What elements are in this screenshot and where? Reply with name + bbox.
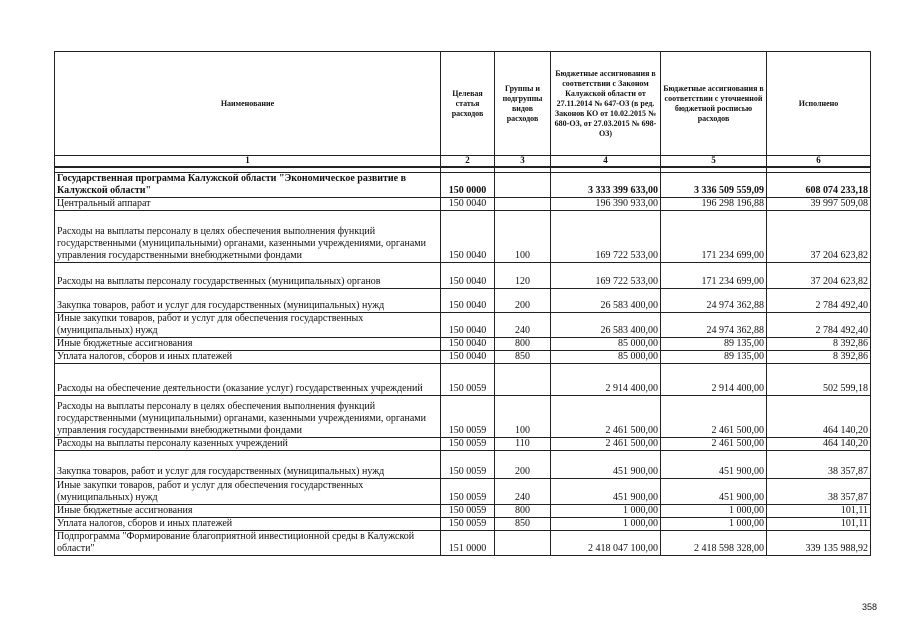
header-allocations-law: Бюджетные ассигнования в соответствии с Законом Калужской области от 27.11.2014 № 647-ОЗ (в ред. Законов КО от 10.02.2015 № 680-ОЗ, от 27.03.2015 № 698-ОЗ) [551,52,661,156]
row-allocation-revised-cell: 3 336 509 559,09 [661,172,767,197]
row-allocation-revised-cell: 451 900,00 [661,478,767,504]
row-allocation-revised-cell: 196 298 196,88 [661,197,767,210]
row-group-code-cell: 800 [495,337,551,350]
row-executed-cell: 8 392,86 [767,350,871,363]
row-allocation-revised-cell: 1 000,00 [661,504,767,517]
row-executed-cell: 464 140,20 [767,395,871,437]
row-allocation-law-cell: 169 722 533,00 [551,262,661,288]
header-expense-group: Группы и подгруппы видов расходов [495,52,551,156]
row-target-code-cell: 150 0040 [441,312,495,337]
row-allocation-revised-cell: 24 974 362,88 [661,312,767,337]
row-allocation-revised-cell: 2 914 400,00 [661,363,767,395]
row-name-cell: Подпрограмма "Формирование благоприятной инвестиционной среды в Калужской области" [55,530,441,555]
header-name: Наименование [55,52,441,156]
row-target-code-cell: 150 0059 [441,504,495,517]
row-allocation-law-cell: 2 461 500,00 [551,395,661,437]
row-group-code-cell [495,363,551,395]
row-executed-cell: 37 204 623,82 [767,210,871,262]
table-row [55,395,871,437]
row-group-code-cell [495,197,551,210]
row-group-code-cell: 200 [495,450,551,478]
table-body [55,167,871,556]
row-target-code-cell: 150 0000 [441,172,495,197]
table-row [55,517,871,530]
row-group-code-cell: 240 [495,478,551,504]
row-allocation-law-cell: 451 900,00 [551,478,661,504]
row-allocation-law-cell: 1 000,00 [551,504,661,517]
page-number: 358 [861,602,877,612]
row-executed-cell: 39 997 509,08 [767,197,871,210]
row-allocation-law-cell: 85 000,00 [551,350,661,363]
row-target-code-cell: 150 0040 [441,350,495,363]
column-number-row [55,156,871,167]
row-allocation-law-cell: 169 722 533,00 [551,210,661,262]
row-name-cell: Иные закупки товаров, работ и услуг для обеспечения государственных (муниципальных) нужд [55,312,441,337]
row-group-code-cell: 110 [495,437,551,450]
row-target-code-cell: 150 0059 [441,517,495,530]
table-row [55,210,871,262]
row-name-cell: Закупка товаров, работ и услуг для государственных (муниципальных) нужд [55,450,441,478]
row-name-cell: Уплата налогов, сборов и иных платежей [55,517,441,530]
row-name-cell: Уплата налогов, сборов и иных платежей [55,350,441,363]
table-row [55,172,871,197]
row-name-cell: Расходы на выплаты персоналу государственных (муниципальных) органов [55,262,441,288]
row-executed-cell: 38 357,87 [767,450,871,478]
row-group-code-cell: 200 [495,288,551,312]
row-group-code-cell: 800 [495,504,551,517]
row-target-code-cell: 150 0040 [441,210,495,262]
column-number: 6 [767,156,871,167]
header-target-article: Целевая статья расходов [441,52,495,156]
table-row [55,450,871,478]
row-executed-cell: 101,11 [767,504,871,517]
row-executed-cell: 502 599,18 [767,363,871,395]
budget-table [54,51,871,556]
row-allocation-law-cell: 26 583 400,00 [551,312,661,337]
row-allocation-law-cell: 2 461 500,00 [551,437,661,450]
column-number: 2 [441,156,495,167]
row-name-cell: Закупка товаров, работ и услуг для государственных (муниципальных) нужд [55,288,441,312]
row-name-cell: Расходы на выплаты персоналу казенных учреждений [55,437,441,450]
row-executed-cell: 2 784 492,40 [767,288,871,312]
row-allocation-revised-cell: 2 418 598 328,00 [661,530,767,555]
row-allocation-law-cell: 451 900,00 [551,450,661,478]
row-allocation-law-cell: 26 583 400,00 [551,288,661,312]
row-target-code-cell: 150 0040 [441,337,495,350]
column-number: 1 [55,156,441,167]
table-row [55,437,871,450]
table-row [55,478,871,504]
row-target-code-cell: 150 0059 [441,450,495,478]
table-row [55,312,871,337]
row-group-code-cell: 240 [495,312,551,337]
row-allocation-revised-cell: 89 135,00 [661,337,767,350]
row-target-code-cell: 150 0059 [441,437,495,450]
row-target-code-cell: 150 0040 [441,262,495,288]
row-target-code-cell: 150 0059 [441,363,495,395]
row-allocation-revised-cell: 2 461 500,00 [661,395,767,437]
row-target-code-cell: 150 0040 [441,288,495,312]
row-allocation-revised-cell: 24 974 362,88 [661,288,767,312]
row-allocation-revised-cell: 171 234 699,00 [661,210,767,262]
row-executed-cell: 339 135 988,92 [767,530,871,555]
row-group-code-cell [495,530,551,555]
row-allocation-revised-cell: 171 234 699,00 [661,262,767,288]
row-executed-cell: 2 784 492,40 [767,312,871,337]
row-allocation-law-cell: 3 333 399 633,00 [551,172,661,197]
row-target-code-cell: 150 0040 [441,197,495,210]
row-name-cell: Государственная программа Калужской области "Экономическое развитие в Калужской области" [55,172,441,197]
row-group-code-cell: 120 [495,262,551,288]
row-target-code-cell: 150 0059 [441,395,495,437]
row-allocation-revised-cell: 2 461 500,00 [661,437,767,450]
row-name-cell: Иные закупки товаров, работ и услуг для обеспечения государственных (муниципальных) нужд [55,478,441,504]
table-row [55,363,871,395]
row-group-code-cell: 100 [495,210,551,262]
row-allocation-revised-cell: 1 000,00 [661,517,767,530]
row-name-cell: Иные бюджетные ассигнования [55,337,441,350]
row-name-cell: Расходы на обеспечение деятельности (оказание услуг) государственных учреждений [55,363,441,395]
column-number: 4 [551,156,661,167]
row-executed-cell: 608 074 233,18 [767,172,871,197]
header-row [55,52,871,156]
column-number: 3 [495,156,551,167]
table-row [55,337,871,350]
row-group-code-cell: 850 [495,517,551,530]
row-allocation-law-cell: 85 000,00 [551,337,661,350]
row-executed-cell: 464 140,20 [767,437,871,450]
header-executed: Исполнено [767,52,871,156]
row-allocation-law-cell: 2 418 047 100,00 [551,530,661,555]
row-target-code-cell: 151 0000 [441,530,495,555]
table-row [55,262,871,288]
header-allocations-revised: Бюджетные ассигнования в соответствии с уточненной бюджетной росписью расходов [661,52,767,156]
row-allocation-law-cell: 2 914 400,00 [551,363,661,395]
row-name-cell: Расходы на выплаты персоналу в целях обеспечения выполнения функций государственными (муниципальными) органами, казенными учреждениями, органами управления государственными внебюджетными фондами [55,395,441,437]
table-row [55,288,871,312]
table-row [55,530,871,555]
row-group-code-cell: 100 [495,395,551,437]
column-number: 5 [661,156,767,167]
row-group-code-cell [495,172,551,197]
row-executed-cell: 8 392,86 [767,337,871,350]
row-name-cell: Расходы на выплаты персоналу в целях обеспечения выполнения функций государственными (муниципальными) органами, казенными учреждениями, органами управления государственными внебюджетными фондами [55,210,441,262]
row-allocation-law-cell: 1 000,00 [551,517,661,530]
row-executed-cell: 38 357,87 [767,478,871,504]
table-row [55,350,871,363]
row-group-code-cell: 850 [495,350,551,363]
table-row [55,197,871,210]
row-executed-cell: 37 204 623,82 [767,262,871,288]
row-name-cell: Иные бюджетные ассигнования [55,504,441,517]
table-row [55,504,871,517]
row-executed-cell: 101,11 [767,517,871,530]
row-target-code-cell: 150 0059 [441,478,495,504]
row-allocation-revised-cell: 89 135,00 [661,350,767,363]
row-allocation-revised-cell: 451 900,00 [661,450,767,478]
row-name-cell: Центральный аппарат [55,197,441,210]
row-allocation-law-cell: 196 390 933,00 [551,197,661,210]
